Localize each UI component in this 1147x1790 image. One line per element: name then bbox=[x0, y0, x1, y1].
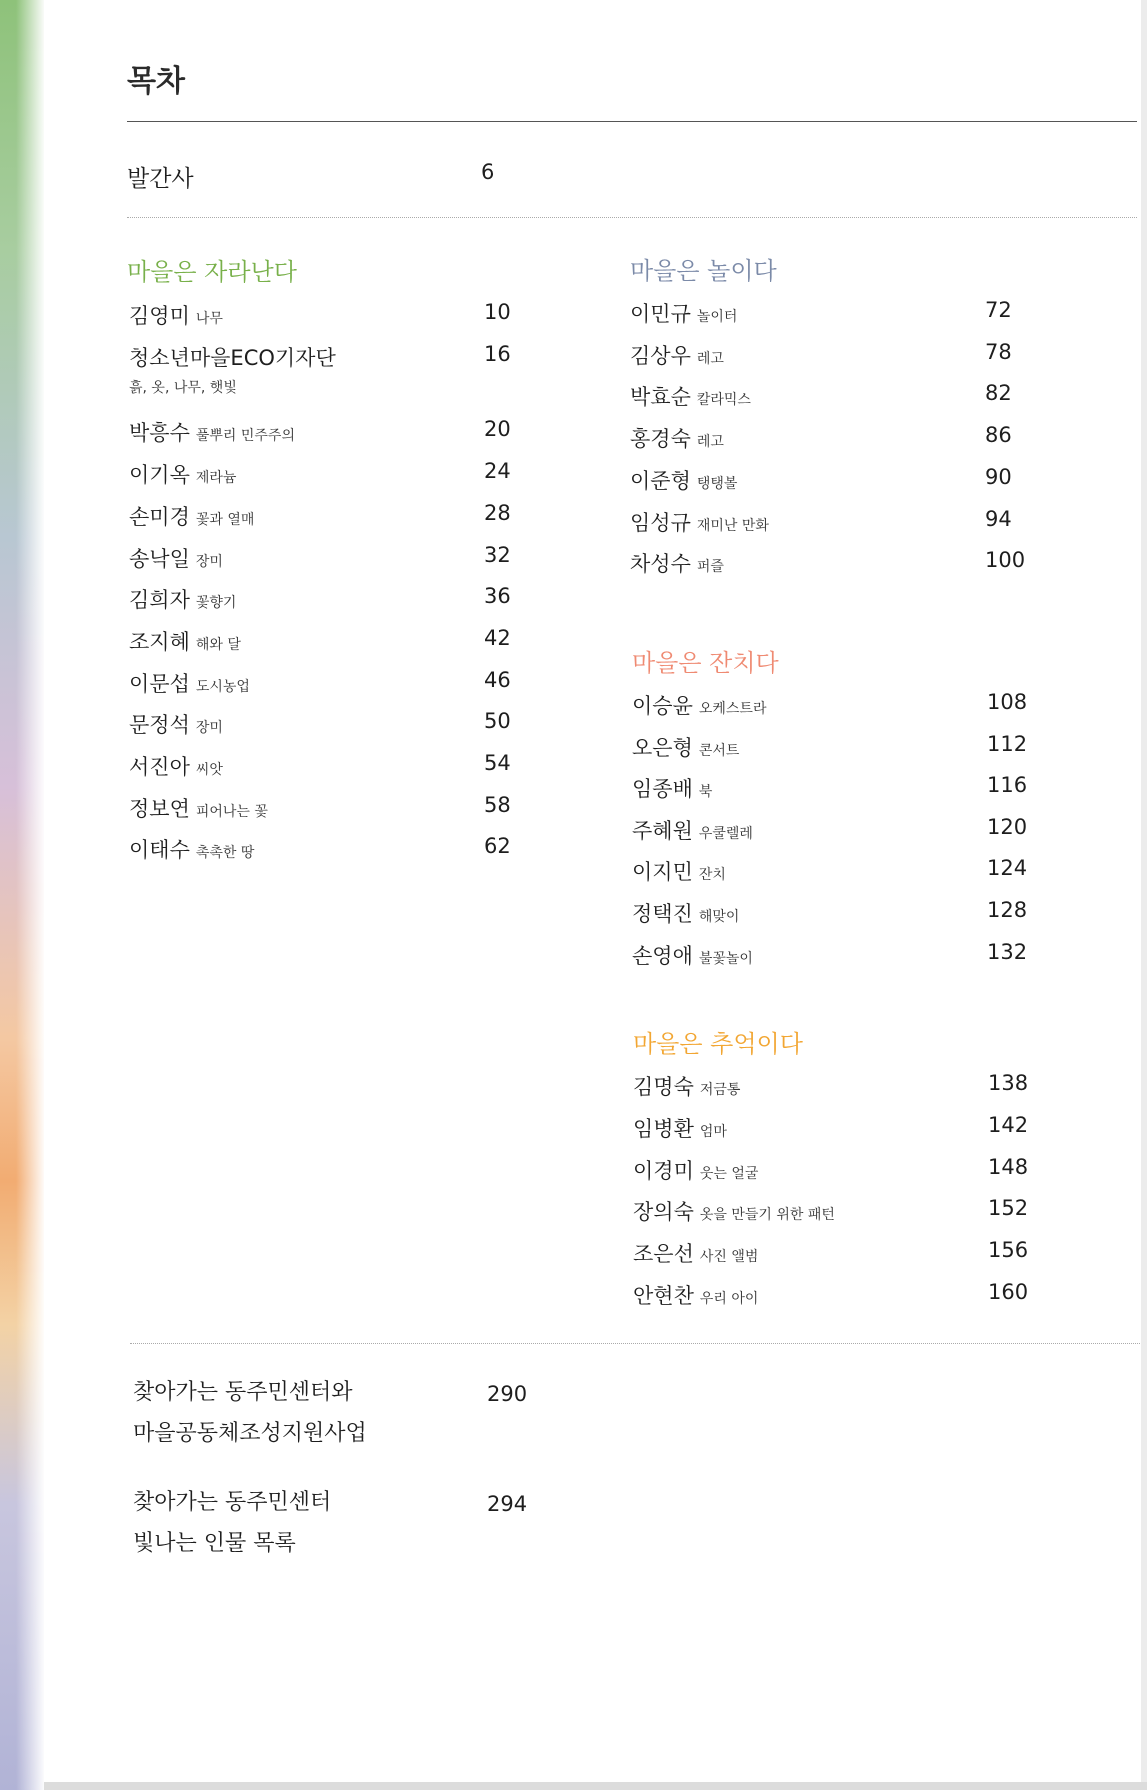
entry-page: 152 bbox=[988, 1196, 1029, 1221]
back-entry-2 bbox=[133, 1482, 331, 1564]
entry-subtitle: 놀이터 bbox=[696, 309, 738, 325]
toc-entry bbox=[129, 793, 549, 829]
entry-page: 120 bbox=[987, 814, 1028, 839]
toc-entry bbox=[633, 1155, 1053, 1191]
entry-page: 50 bbox=[484, 709, 511, 734]
toc-entry bbox=[129, 751, 549, 787]
title-rule bbox=[127, 121, 1137, 122]
section-title: 마을은 추억이다 bbox=[633, 1030, 803, 1058]
entry-name: 손영애 불꽃놀이 bbox=[632, 943, 753, 968]
entry-name: 차성수 퍼즐 bbox=[630, 552, 724, 577]
entry-subtitle: 도시농업 bbox=[195, 678, 250, 695]
entry-page: 132 bbox=[987, 939, 1028, 964]
toc-entry bbox=[129, 626, 549, 662]
entry-subtitle: 꽃과 열매 bbox=[195, 511, 255, 528]
entry-subtitle: 오케스트라 bbox=[698, 701, 767, 717]
entry-page: 36 bbox=[484, 584, 511, 609]
entry-name: 이승윤 오케스트라 bbox=[632, 694, 767, 718]
back-entry-line1: 찾아가는 동주민센터와 bbox=[133, 1380, 353, 1405]
entry-page: 78 bbox=[985, 339, 1012, 364]
entry-subtitle: 촉촉한 땅 bbox=[195, 845, 255, 862]
entry-name: 청소년마을ECO기자단 bbox=[129, 345, 336, 370]
toc-entry bbox=[633, 1238, 1053, 1274]
entry-name: 안현찬 우리 아이 bbox=[633, 1284, 759, 1308]
divider-top bbox=[127, 217, 1137, 218]
entry-name: 서진아 씨앗 bbox=[129, 755, 223, 779]
toc-entry bbox=[630, 298, 1050, 334]
entry-name: 정택진 해맞이 bbox=[632, 902, 740, 926]
toc-entry bbox=[630, 507, 1050, 543]
entry-page: 138 bbox=[988, 1071, 1029, 1095]
back-entry-line2: 빛나는 인물 목록 bbox=[133, 1531, 296, 1556]
preface-entry bbox=[127, 160, 527, 196]
preface-label: 발간사 bbox=[127, 166, 194, 192]
section-title: 마을은 놀이다 bbox=[630, 257, 777, 285]
toc-entry bbox=[129, 501, 549, 537]
entry-page: 46 bbox=[484, 667, 511, 692]
entry-subtitle: 피어나는 꽃 bbox=[195, 803, 268, 820]
toc-entry bbox=[632, 898, 1052, 934]
entry-page: 86 bbox=[985, 423, 1012, 448]
entry-page: 124 bbox=[987, 856, 1028, 881]
entry-name: 김상우 레고 bbox=[630, 343, 724, 368]
entry-page: 42 bbox=[484, 625, 511, 650]
entry-name: 손미경 꽃과 열매 bbox=[129, 504, 255, 529]
toc-entry bbox=[630, 465, 1050, 501]
preface-page: 6 bbox=[481, 160, 495, 184]
toc-entry bbox=[129, 417, 549, 453]
section-title: 마을은 잔치다 bbox=[632, 649, 779, 677]
entry-page: 94 bbox=[985, 506, 1012, 531]
toc-entry bbox=[632, 856, 1052, 892]
spine-fade bbox=[16, 0, 44, 1790]
toc-entry bbox=[633, 1280, 1053, 1316]
entry-subtitle: 씨앗 bbox=[195, 762, 223, 778]
entry-subtitle: 해맞이 bbox=[698, 909, 740, 925]
entry-page: 148 bbox=[988, 1154, 1029, 1179]
entry-subtitle: 풀뿌리 민주주의 bbox=[195, 428, 295, 445]
entry-name: 조지혜 해와 달 bbox=[129, 629, 241, 654]
page-title: 목차 bbox=[127, 64, 185, 99]
entry-name: 조은선 사진 앨범 bbox=[633, 1242, 759, 1267]
toc-entry bbox=[129, 459, 549, 495]
entry-page: 32 bbox=[484, 542, 511, 567]
entry-subtitle: 북 bbox=[698, 784, 713, 801]
entry-name: 박흥수 풀뿌리 민주주의 bbox=[129, 421, 295, 446]
entry-subtitle: 잔치 bbox=[698, 867, 726, 884]
entry-page: 160 bbox=[988, 1280, 1029, 1304]
entry-subtitle: 탱탱볼 bbox=[696, 475, 738, 492]
entry-name: 문정석 장미 bbox=[129, 713, 223, 738]
toc-entry bbox=[630, 340, 1050, 376]
divider-bottom bbox=[130, 1343, 1140, 1344]
entry-subtitle: 우리 아이 bbox=[699, 1291, 759, 1307]
entry-name: 주혜원 우쿨렐레 bbox=[632, 818, 753, 843]
toc-entry bbox=[632, 940, 1052, 976]
entry-name: 임병환 엄마 bbox=[633, 1116, 727, 1141]
toc-entry bbox=[630, 423, 1050, 459]
entry-page: 142 bbox=[988, 1112, 1029, 1137]
section-title: 마을은 자라난다 bbox=[127, 258, 297, 286]
entry-page: 24 bbox=[484, 459, 511, 484]
entry-subtitle: 재미난 만화 bbox=[696, 517, 769, 534]
entry-subtitle: 퍼즐 bbox=[696, 559, 724, 576]
entry-name: 이경미 웃는 얼굴 bbox=[633, 1158, 759, 1183]
toc-entry bbox=[632, 732, 1052, 768]
toc-entry bbox=[129, 543, 549, 579]
entry-subtitle: 꽃향기 bbox=[195, 595, 237, 612]
entry-subtitle: 저금통 bbox=[699, 1082, 741, 1098]
back-entry-line1: 찾아가는 동주민센터 bbox=[133, 1490, 332, 1515]
entry-subtitle: 불꽃놀이 bbox=[698, 950, 753, 967]
entry-name: 김영미 나무 bbox=[129, 304, 223, 328]
entry-subtitle: 사진 앨범 bbox=[699, 1249, 759, 1266]
entry-subtitle: 장미 bbox=[195, 720, 223, 737]
entry-subtitle: 칼라믹스 bbox=[696, 392, 751, 409]
entry-name: 장의숙 옷을 만들기 위한 패턴 bbox=[633, 1200, 835, 1225]
toc-entry bbox=[633, 1113, 1053, 1149]
entry-page: 28 bbox=[484, 500, 511, 525]
entry-page: 20 bbox=[484, 417, 511, 442]
toc-entry bbox=[129, 300, 549, 336]
entry-page: 58 bbox=[484, 792, 511, 817]
entry-name: 이태수 촉촉한 땅 bbox=[129, 838, 255, 863]
entry-subtitle: 콘서트 bbox=[698, 742, 740, 759]
entry-subtitle: 해와 달 bbox=[195, 636, 241, 653]
entry-subtitle: 레고 bbox=[696, 350, 724, 367]
back-entry-1-page: 290 bbox=[487, 1382, 528, 1406]
entry-page: 112 bbox=[987, 731, 1028, 756]
entry-subtitle: 우쿨렐레 bbox=[698, 825, 753, 842]
entry-subtitle: 옷을 만들기 위한 패턴 bbox=[699, 1207, 835, 1224]
entry-name: 이기옥 제라늄 bbox=[129, 463, 237, 488]
entry-name: 오은형 콘서트 bbox=[632, 735, 740, 760]
toc-entry bbox=[129, 668, 549, 704]
toc-entry bbox=[129, 834, 549, 870]
entry-subtitle: 제라늄 bbox=[195, 470, 237, 487]
toc-entry bbox=[633, 1196, 1053, 1232]
entry-name: 이민규 놀이터 bbox=[630, 302, 738, 326]
toc-entry bbox=[630, 381, 1050, 417]
toc-entry bbox=[129, 584, 549, 620]
entry-name: 이지민 잔치 bbox=[632, 860, 726, 885]
entry-name: 박효순 칼라믹스 bbox=[630, 385, 751, 410]
entry-page: 54 bbox=[484, 751, 511, 775]
entry-page: 82 bbox=[985, 381, 1012, 406]
entry-subtitle: 웃는 얼굴 bbox=[699, 1165, 759, 1182]
entry-page: 128 bbox=[987, 898, 1028, 922]
eco-subtitle: 흙, 옷, 나무, 햇빛 bbox=[129, 380, 237, 396]
entry-name: 임성규 재미난 만화 bbox=[630, 510, 769, 535]
back-entry-line2: 마을공동체조성지원사업 bbox=[133, 1421, 367, 1446]
toc-entry bbox=[129, 342, 549, 378]
entry-page: 72 bbox=[985, 298, 1012, 322]
entry-name: 이준형 탱탱볼 bbox=[630, 468, 738, 493]
entry-name: 송낙일 장미 bbox=[129, 546, 223, 571]
entry-page: 90 bbox=[985, 464, 1012, 489]
entry-name: 김명숙 저금통 bbox=[633, 1075, 741, 1099]
entry-page: 10 bbox=[484, 300, 511, 324]
toc-entry bbox=[632, 773, 1052, 809]
entry-subtitle: 장미 bbox=[195, 553, 223, 570]
page-right-edge bbox=[1141, 0, 1147, 1790]
entry-name: 이문섭 도시농업 bbox=[129, 671, 250, 696]
entry-subtitle: 나무 bbox=[195, 311, 223, 327]
entry-name: 정보연 피어나는 꽃 bbox=[129, 796, 268, 821]
entry-name: 김희자 꽃향기 bbox=[129, 588, 237, 613]
toc-entry bbox=[129, 709, 549, 745]
toc-entry bbox=[630, 548, 1050, 584]
toc-entry bbox=[632, 690, 1052, 726]
entry-page: 100 bbox=[985, 548, 1026, 573]
toc-entry bbox=[632, 815, 1052, 851]
entry-page: 16 bbox=[484, 341, 511, 366]
entry-name: 홍경숙 레고 bbox=[630, 427, 724, 452]
entry-name: 임종배 북 bbox=[632, 777, 713, 802]
entry-page: 62 bbox=[484, 834, 511, 859]
entry-page: 156 bbox=[988, 1238, 1029, 1263]
page-bottom-edge bbox=[44, 1782, 1147, 1790]
entry-page: 116 bbox=[987, 773, 1028, 798]
entry-subtitle: 레고 bbox=[696, 434, 724, 451]
back-entry-1 bbox=[133, 1372, 367, 1454]
entry-subtitle: 엄마 bbox=[699, 1123, 727, 1140]
back-entry-2-page: 294 bbox=[487, 1492, 528, 1516]
toc-entry bbox=[633, 1071, 1053, 1107]
entry-page: 108 bbox=[987, 690, 1028, 714]
